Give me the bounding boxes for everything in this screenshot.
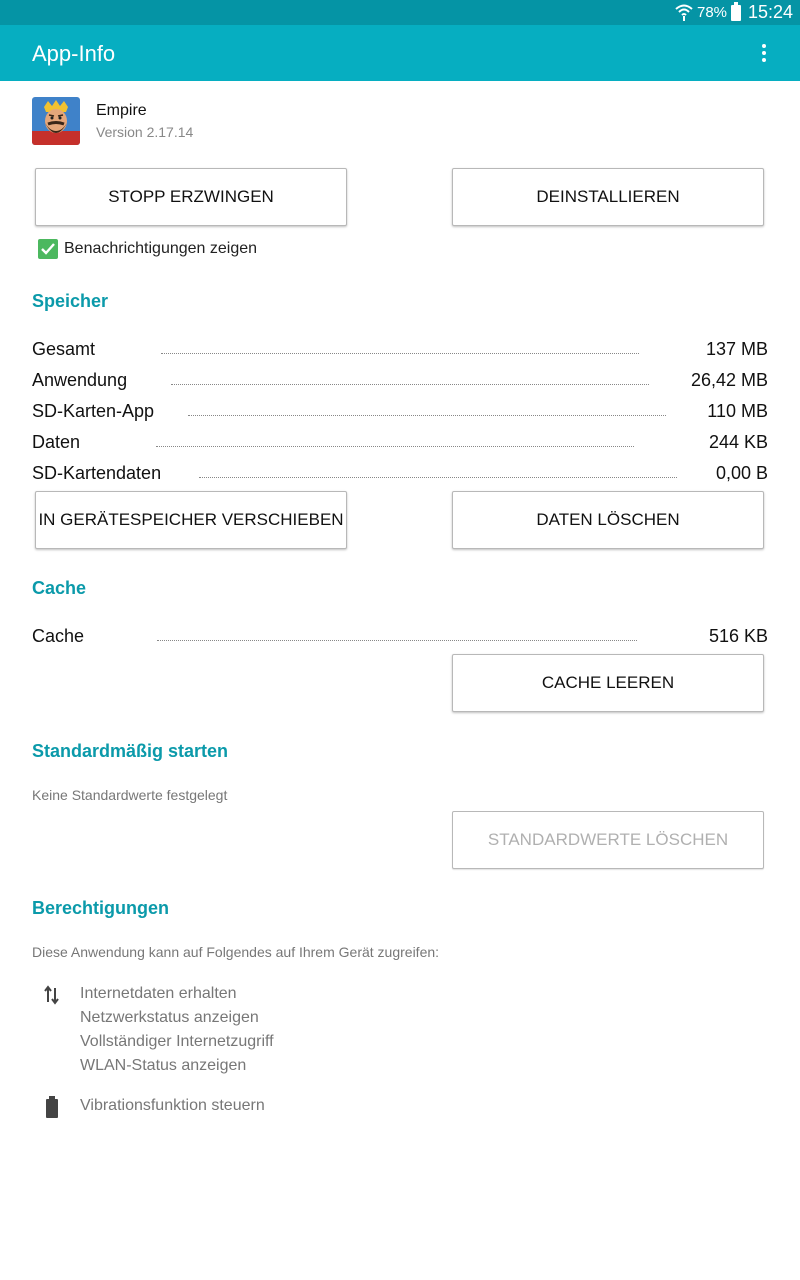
cache-heading: Cache [32, 578, 87, 598]
dotted-leader [188, 415, 666, 416]
storage-row-value: 0,00 B [715, 463, 768, 483]
defaults-heading: Standardmäßig starten [32, 741, 229, 761]
storage-row-label: Gesamt [32, 339, 96, 359]
battery-percent: 78% [697, 4, 728, 21]
permission-item: WLAN-Status anzeigen [80, 1057, 247, 1074]
cache-value: 516 KB [708, 626, 768, 646]
app-version: Version 2.17.14 [96, 124, 194, 140]
storage-row-value: 137 MB [705, 339, 768, 359]
app-bar [0, 25, 800, 81]
force-stop-button[interactable]: STOPP ERZWINGEN [35, 168, 347, 226]
clear-data-button[interactable]: DATEN LÖSCHEN [452, 491, 764, 549]
storage-row-value: 244 KB [708, 432, 768, 452]
battery-icon [731, 5, 741, 21]
page-title: App-Info [32, 41, 116, 66]
storage-row-value: 110 MB [707, 401, 768, 421]
dotted-leader [199, 477, 677, 478]
storage-row-label: SD-Karten-App [32, 401, 155, 421]
clear-defaults-button[interactable]: STANDARDWERTE LÖSCHEN [452, 811, 764, 869]
uninstall-button[interactable]: DEINSTALLIEREN [452, 168, 764, 226]
clock: 15:24 [748, 2, 794, 22]
app-name: Empire [96, 102, 147, 119]
storage-row-label: SD-Kartendaten [32, 463, 162, 483]
defaults-note: Keine Standardwerte festgelegt [32, 787, 228, 803]
notifications-label[interactable]: Benachrichtigungen zeigen [64, 240, 258, 257]
status-bar [0, 0, 800, 25]
more-vert-icon[interactable] [755, 41, 773, 65]
cache-label: Cache [32, 626, 85, 646]
permission-item: Netzwerkstatus anzeigen [80, 1009, 259, 1026]
empire-app-icon [32, 97, 80, 145]
network-arrows-icon [42, 984, 62, 1006]
permission-item: Vibrationsfunktion steuern [80, 1097, 265, 1114]
permissions-heading: Berechtigungen [32, 898, 170, 918]
clear-cache-button[interactable]: CACHE LEEREN [452, 654, 764, 712]
move-to-device-storage-button[interactable]: IN GERÄTESPEICHER VERSCHIEBEN [35, 491, 347, 549]
dotted-leader [161, 353, 639, 354]
storage-row-label: Anwendung [32, 370, 128, 390]
dotted-leader [171, 384, 649, 385]
battery-icon [42, 1096, 62, 1118]
storage-row-value: 26,42 MB [690, 370, 768, 390]
storage-heading: Speicher [32, 291, 109, 311]
dotted-leader [157, 640, 637, 641]
storage-row-label: Daten [32, 432, 81, 452]
wifi-icon [674, 2, 694, 22]
permission-item: Vollständiger Internetzugriff [80, 1033, 274, 1050]
permissions-note: Diese Anwendung kann auf Folgendes auf Ihrem Gerät zugreifen: [32, 944, 440, 960]
notifications-checkbox[interactable] [38, 239, 58, 259]
checkmark-icon [40, 241, 56, 257]
dotted-leader [156, 446, 634, 447]
permission-item: Internetdaten erhalten [80, 985, 237, 1002]
